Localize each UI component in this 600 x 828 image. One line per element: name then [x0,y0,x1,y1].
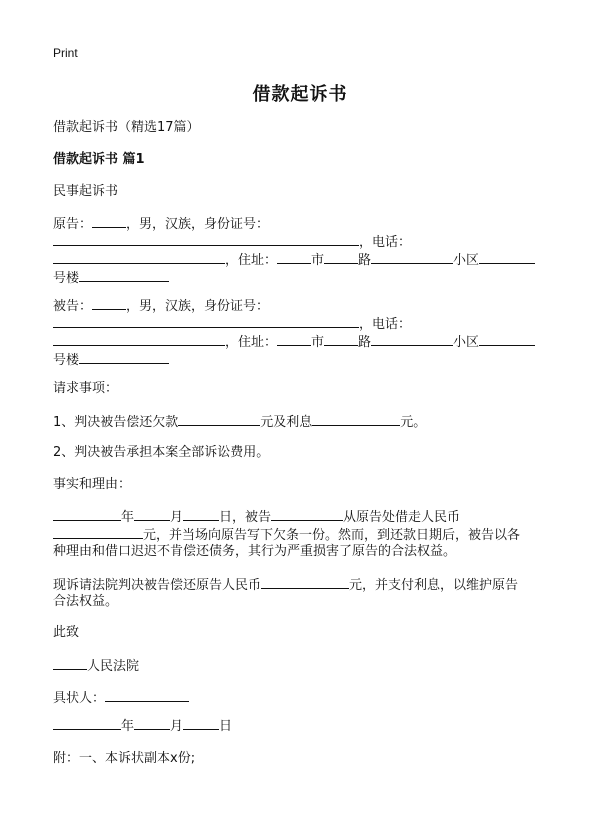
blank-phone [53,332,225,346]
signature-date [53,716,232,736]
label: 路 [358,335,372,350]
label: 1、判决被告偿还欠款 [53,415,179,430]
print-link[interactable]: Print [53,46,78,60]
blank-road [324,250,358,264]
label: 月 [170,510,184,525]
blank-city [277,332,311,346]
plaintiff-phone-line [53,232,411,252]
label: 元及利息 [260,415,313,430]
label: 年 [121,510,135,525]
label: 市 [311,253,325,268]
blank-building [479,332,535,346]
label: 现诉请法院判决被告偿还原告人民币 [53,578,262,593]
label: 号楼 [53,271,80,286]
facts-line-2 [53,525,520,545]
blank-defendant [271,507,343,521]
label: ，男，汉族，身份证号： [126,299,270,314]
label: 元，并当场向原告写下欠条一份。然而，到还款日期后，被告以各 [143,528,521,543]
label: 市 [311,335,325,350]
plaintiff-address-line [53,250,535,270]
document-title: 借款起诉书 [252,84,348,105]
plaintiff-line [53,214,269,234]
blank-month [134,507,170,521]
facts-heading: 事实和理由： [53,477,132,492]
label: 日，被告 [219,510,272,525]
label: 原告： [53,217,93,232]
label: 被告： [53,299,93,314]
blank-room [79,350,169,364]
blank-month [134,716,170,730]
label: 小区 [453,335,480,350]
request-line-1 [53,575,518,595]
blank-room [79,268,169,282]
label: 路 [358,253,372,268]
blank-day [183,716,219,730]
blank-amount [53,525,143,539]
defendant-line [53,296,269,316]
blank-road-no [371,332,453,346]
blank-signer [105,688,189,702]
label: 从原告处借走人民币 [343,510,461,525]
label: ，住址： [225,335,278,350]
plaintiff-building-line [53,268,169,288]
defendant-building-line [53,350,169,370]
blank-road-no [371,250,453,264]
label: 具状人： [53,691,106,706]
blank-interest [312,412,400,426]
defendant-address-line [53,332,535,352]
label: 人民法院 [87,659,140,674]
label: ，电话： [359,317,412,332]
salutation: 此致 [53,625,80,640]
facts-line-3: 种理由和借口迟迟不肯偿还债务，其行为严重损害了原告的合法权益。 [53,544,457,559]
request-line-2: 合法权益。 [53,594,119,609]
attachment-line: 附：一、本诉状副本x份; [53,751,196,766]
label: 日 [219,719,233,734]
label: 元，并支付利息，以维护原告 [349,578,519,593]
blank-year [53,716,121,730]
claim-2: 2、判决被告承担本案全部诉讼费用。 [53,445,270,460]
document-type: 民事起诉书 [53,184,119,199]
blank-repay-amount [261,575,349,589]
label: ，住址： [225,253,278,268]
blank-debt-amount [178,412,260,426]
blank-road [324,332,358,346]
facts-line-1 [53,507,460,527]
label: 年 [121,719,135,734]
defendant-phone-line [53,314,411,334]
blank-name [92,296,126,310]
court-line [53,656,139,676]
blank-id-number [53,314,359,328]
blank-phone [53,250,225,264]
label: 号楼 [53,353,80,368]
blank-id-number [53,232,359,246]
label: 月 [170,719,184,734]
blank-year [53,507,121,521]
blank-building [479,250,535,264]
blank-court [53,656,87,670]
blank-name [92,214,126,228]
claims-heading: 请求事项： [53,381,119,396]
section-heading: 借款起诉书 篇1 [53,152,145,167]
claim-1 [53,412,426,432]
signer-line [53,688,189,708]
label: ，电话： [359,235,412,250]
blank-day [183,507,219,521]
subtitle: 借款起诉书（精选17篇） [53,120,200,135]
label: ，男，汉族，身份证号： [126,217,270,232]
label: 小区 [453,253,480,268]
label: 元。 [400,415,427,430]
blank-city [277,250,311,264]
